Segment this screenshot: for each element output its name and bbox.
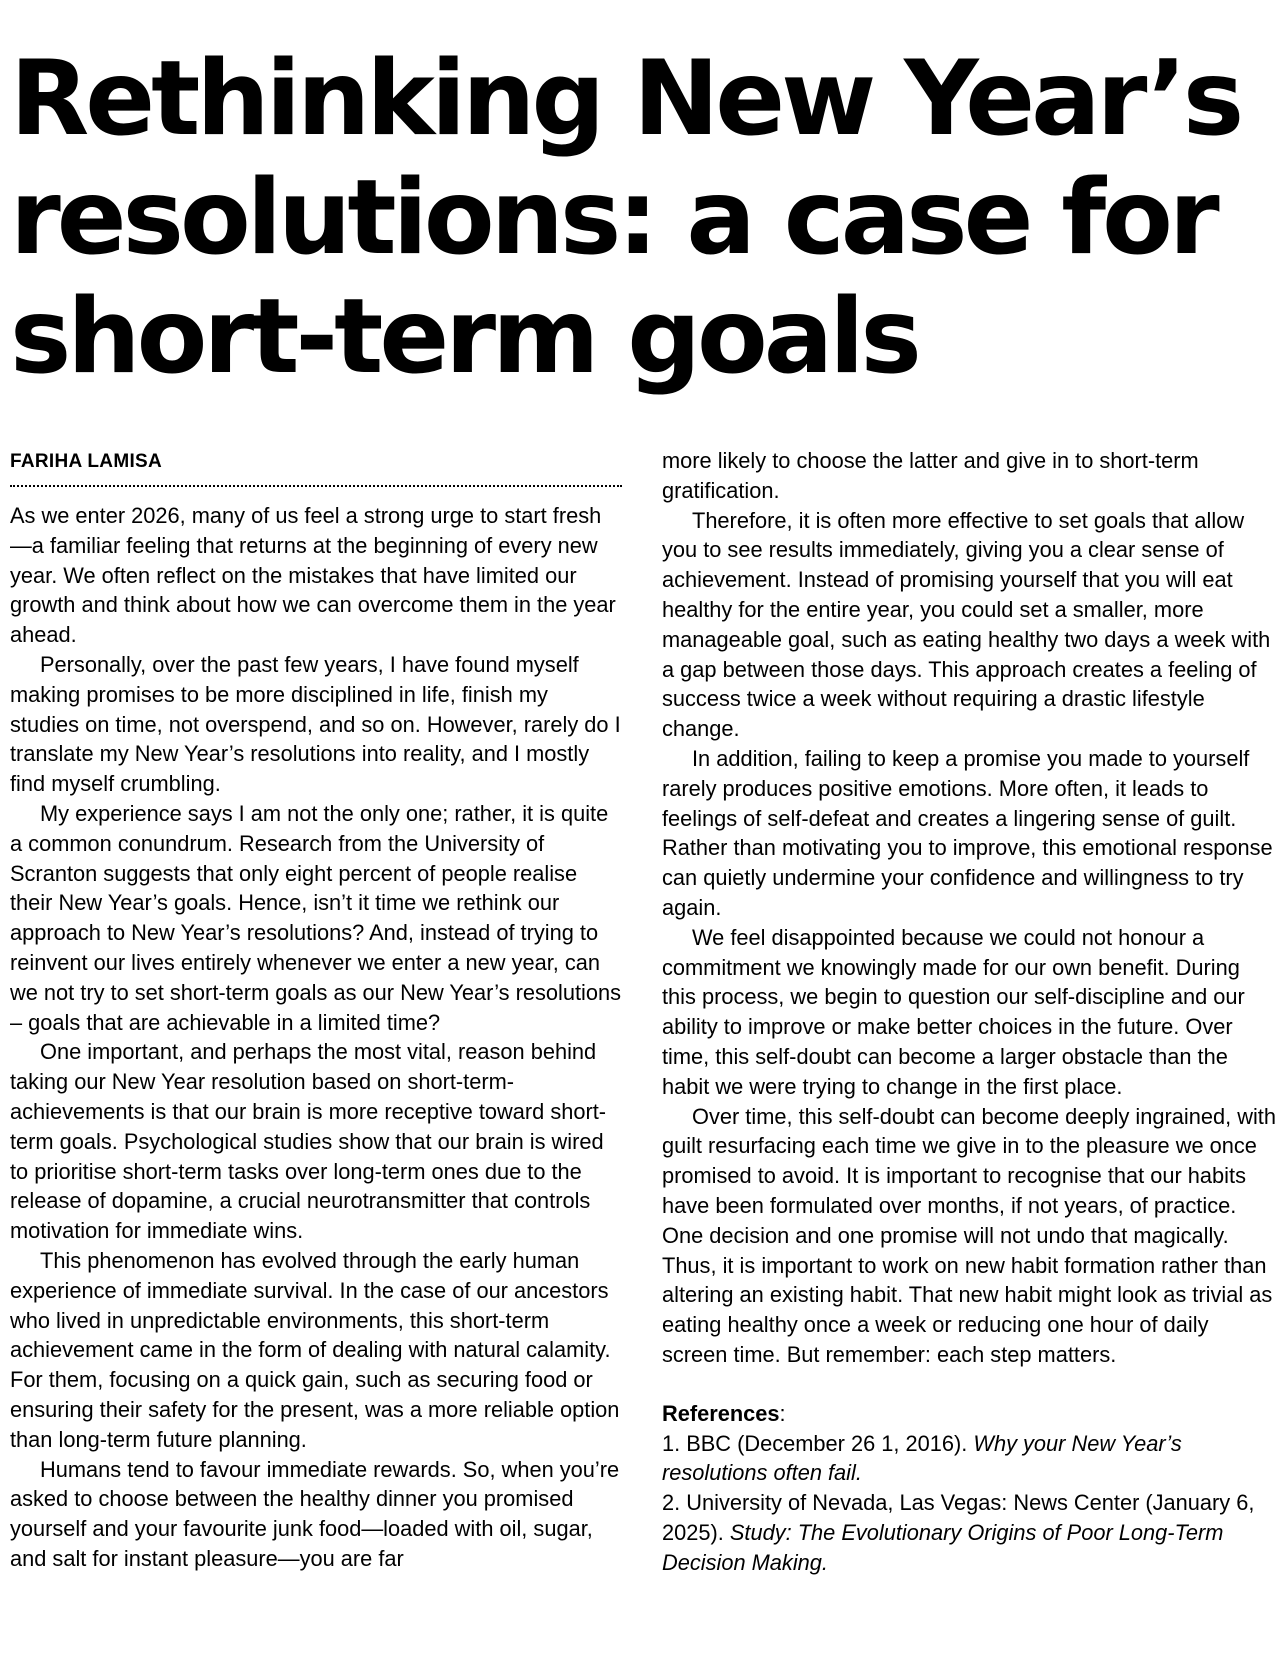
body-paragraph: Over time, this self-doubt can become deeply ingrained, with guilt resurfacing each time we give in to the pleasure we once promised to avoid. It is important to recognise that our habits have been formulated over months, if not years, of practice. One decision and one promise will not undo that magically. Thus, it is important to work on new habit formation rather than altering an existing habit. That new habit might look as trivial as eating healthy once a week or reducing one hour of daily screen time. But remember: each step matters.	[662, 1103, 1276, 1367]
author-byline: FARIHA LAMISA	[10, 448, 622, 487]
left-column	[10, 443, 622, 1574]
body-paragraph-continued: more likely to choose the latter and give in to short-term gratification.	[662, 448, 1199, 503]
body-paragraph: In addition, failing to keep a promise you made to yourself rarely produces positive emotions. More often, it leads to feelings of self-defeat and creates a lingering sense of guilt. Rather than motivating you to improve, this emotional response can quietly undermine your confidence and willingness to try again.	[662, 745, 1273, 920]
references-heading: References:	[662, 1400, 786, 1426]
references-section	[662, 1399, 1277, 1578]
body-paragraph: This phenomenon has evolved through the early human experience of immediate survival. In the case of our ancestors who lived in unpredictable environments, this short-term achievement came in the form of dealing with natural calamity. For them, focusing on a quick gain, such as securing food or ensuring their safety for the present, was a more reliable option than long-term future planning.	[10, 1247, 620, 1452]
reference-item: 2. University of Nevada, Las Vegas: News Center (January 6, 2025). Study: The Evolutionary Origins of Poor Long-Term Decision Making.	[662, 1490, 1255, 1575]
headline-line-1: Rethinking New Year’s	[10, 39, 1241, 159]
reference-item: 1. BBC (December 26 1, 2016). Why your New Year’s resolutions often fail.	[662, 1430, 1182, 1486]
body-paragraph: Personally, over the past few years, I have found myself making promises to be more disciplined in life, finish my studies on time, not overspend, and so on. However, rarely do I translate my New Year’s resolutions into reality, and I mostly find myself crumbling.	[10, 651, 621, 797]
body-paragraph: Humans tend to favour immediate rewards. So, when you’re asked to choose between the healthy dinner you promised yourself and your favourite junk food—loaded with oil, sugar, and salt for instant pleasure—you are far	[10, 1456, 620, 1571]
body-paragraph: One important, and perhaps the most vital, reason behind taking our New Year resolution based on short-term-achievements is that our brain is more receptive toward short-term goals. Psychological studies show that our brain is wired to prioritise short-term tasks over long-term ones due to the release of dopamine, a crucial neurotransmitter that controls motivation for immediate wins.	[10, 1039, 607, 1244]
article-headline	[10, 40, 1275, 397]
headline-line-3: short-term goals	[10, 277, 918, 397]
body-paragraph: As we enter 2026, many of us feel a strong urge to start fresh—a familiar feeling that returns at the beginning of every new year. We often reflect on the mistakes that have limited our growth and think about how we can overcome them in the year ahead.	[10, 503, 616, 648]
right-column	[662, 446, 1277, 1577]
body-paragraph: Therefore, it is often more effective to set goals that allow you to see results immediately, giving you a clear sense of achievement. Instead of promising yourself that you will eat healthy for the entire year, you could set a smaller, more manageable goal, such as eating healthy two days a week with a gap between those days. This approach creates a feeling of success twice a week without requiring a drastic lifestyle change.	[662, 507, 1271, 742]
reference-title: Study: The Evolutionary Origins of Poor Long-Term Decision Making.	[662, 1519, 1224, 1575]
reference-title: Why your New Year’s resolutions often fail.	[662, 1430, 1182, 1486]
body-paragraph: We feel disappointed because we could not honour a commitment we knowingly made for our own benefit. During this process, we begin to question our self-discipline and our ability to improve or make better choices in the future. Over time, this self-doubt can become a larger obstacle than the habit we were trying to change in the first place.	[662, 924, 1245, 1099]
body-paragraph: My experience says I am not the only one; rather, it is quite a common conundrum. Research from the University of Scranton suggests that only eight percent of people realise their New Year’s goals. Hence, isn’t it time we rethink our approach to New Year’s resolutions? And, instead of trying to reinvent our lives entirely whenever we enter a new year, can we not try to set short-term goals as our New Year’s resolutions – goals that are achievable in a limited time?	[10, 800, 622, 1035]
headline-line-2: resolutions: a case for	[10, 158, 1216, 278]
